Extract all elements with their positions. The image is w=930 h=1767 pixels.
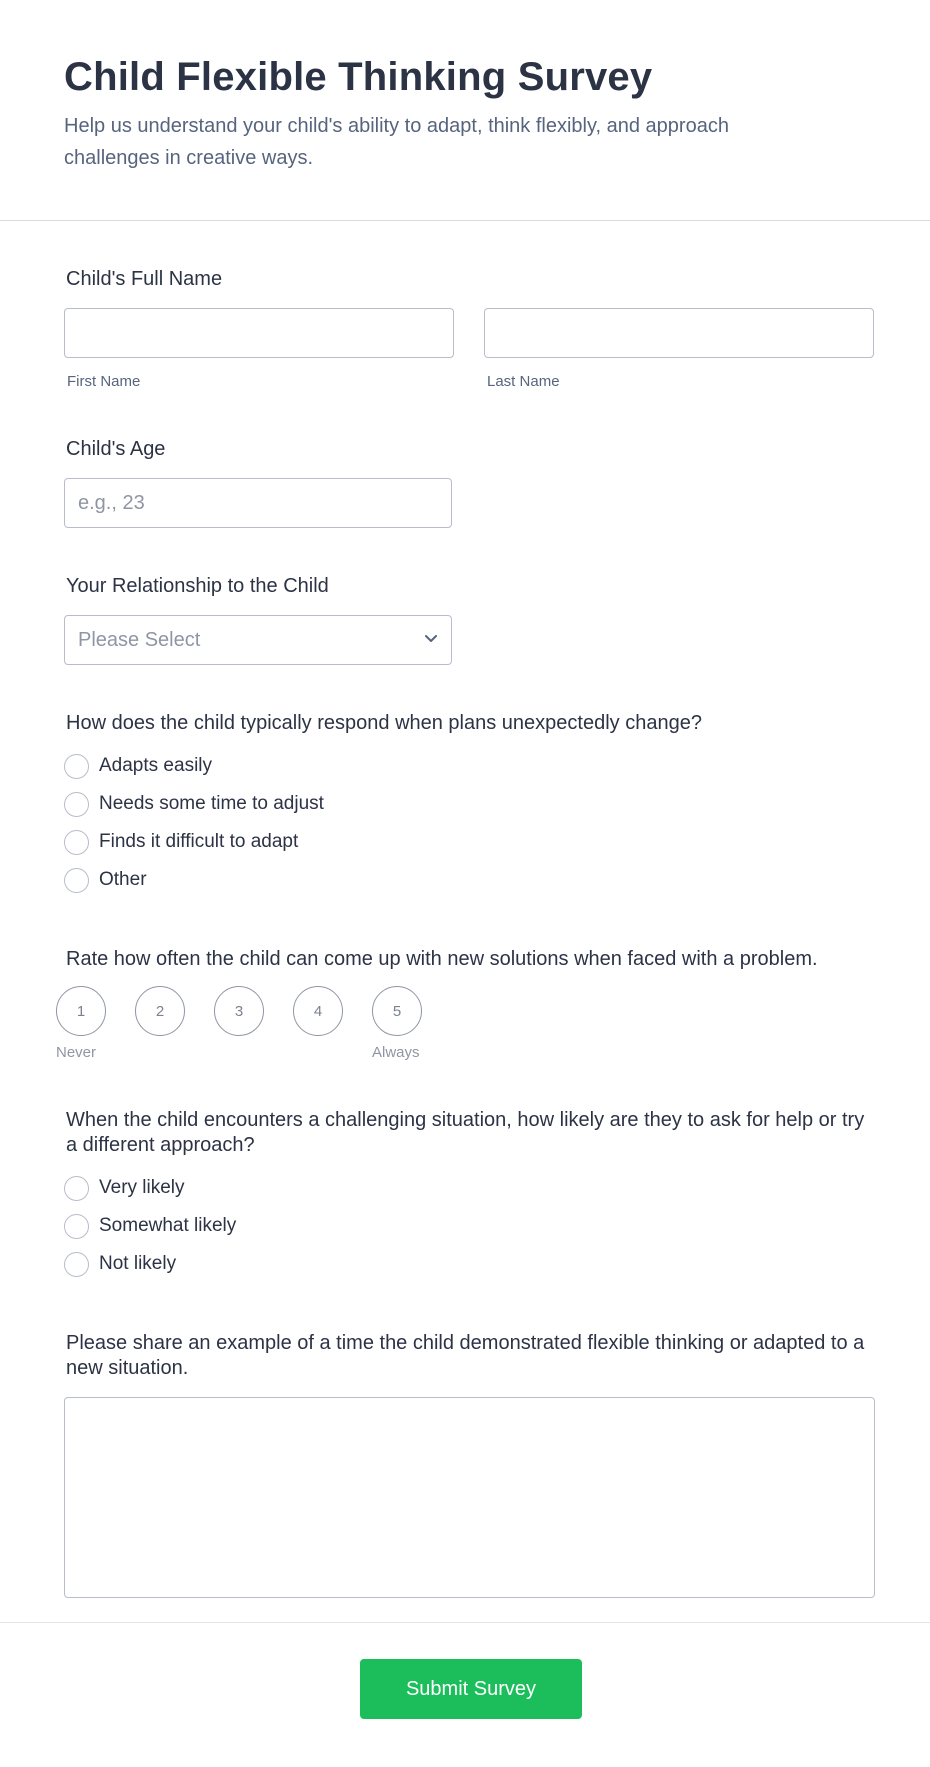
rating-min-label: Never xyxy=(56,1044,97,1061)
help-option-very-likely[interactable] xyxy=(64,1169,866,1207)
solutions-label: Rate how often the child can come up with new solutions when faced with a problem. xyxy=(66,948,818,970)
example-question xyxy=(64,1331,866,1598)
radio-circle[interactable] xyxy=(64,754,89,779)
relationship-select-value: Please Select xyxy=(78,629,201,651)
form-footer xyxy=(0,1622,930,1767)
change-question xyxy=(64,711,866,899)
example-textarea[interactable] xyxy=(64,1397,875,1598)
form-header xyxy=(0,0,930,221)
rating-scale-labels xyxy=(56,1044,456,1064)
age-question xyxy=(64,437,866,528)
radio-label: Not likely xyxy=(99,1253,177,1274)
chevron-down-icon xyxy=(423,630,439,646)
last-name-col xyxy=(484,308,874,390)
survey-form xyxy=(0,267,930,1598)
age-label: Child's Age xyxy=(66,438,166,460)
first-name-sublabel: First Name xyxy=(67,373,141,390)
rating-option-2[interactable]: 2 xyxy=(135,986,185,1036)
change-options xyxy=(64,747,866,899)
change-option-difficult[interactable] xyxy=(64,823,866,861)
radio-circle[interactable] xyxy=(64,1252,89,1277)
radio-circle[interactable] xyxy=(64,1176,89,1201)
radio-label: Very likely xyxy=(99,1177,185,1198)
change-label: How does the child typically respond when plans unexpectedly change? xyxy=(66,712,702,734)
example-label: Please share an example of a time the child demonstrated flexible thinking or adapted to a new situation. xyxy=(66,1332,865,1379)
rating-option-3[interactable]: 3 xyxy=(214,986,264,1036)
help-option-not-likely[interactable] xyxy=(64,1245,866,1283)
submit-button[interactable]: Submit Survey xyxy=(360,1659,582,1719)
first-name-input[interactable] xyxy=(64,308,454,358)
radio-label: Needs some time to adjust xyxy=(99,793,324,814)
page-subtitle: Help us understand your child's ability to adapt, think flexibly, and approach challenges in creative ways. xyxy=(64,115,729,169)
first-name-col xyxy=(64,308,454,390)
age-input[interactable] xyxy=(64,478,452,528)
change-option-needs-time[interactable] xyxy=(64,785,866,823)
last-name-input[interactable] xyxy=(484,308,874,358)
rating-option-5[interactable]: 5 xyxy=(372,986,422,1036)
last-name-sublabel: Last Name xyxy=(487,373,560,390)
rating-max-label: Always xyxy=(372,1044,420,1061)
relationship-select[interactable] xyxy=(64,615,452,665)
name-question xyxy=(64,267,866,390)
radio-label: Somewhat likely xyxy=(99,1215,237,1236)
rating-scale xyxy=(56,986,866,1036)
radio-circle[interactable] xyxy=(64,792,89,817)
name-fields-row xyxy=(64,308,866,390)
rating-option-4[interactable]: 4 xyxy=(293,986,343,1036)
radio-circle[interactable] xyxy=(64,868,89,893)
change-option-other[interactable] xyxy=(64,861,866,899)
radio-circle[interactable] xyxy=(64,1214,89,1239)
relationship-question xyxy=(64,574,866,665)
page-title: Child Flexible Thinking Survey xyxy=(64,55,653,99)
solutions-question xyxy=(56,947,866,1064)
help-label: When the child encounters a challenging situation, how likely are they to ask for help or try a different approach? xyxy=(66,1109,865,1156)
radio-label: Adapts easily xyxy=(99,755,213,776)
relationship-label: Your Relationship to the Child xyxy=(66,575,329,597)
rating-option-1[interactable]: 1 xyxy=(56,986,106,1036)
radio-label: Other xyxy=(99,869,147,890)
help-option-somewhat-likely[interactable] xyxy=(64,1207,866,1245)
radio-circle[interactable] xyxy=(64,830,89,855)
change-option-adapts-easily[interactable] xyxy=(64,747,866,785)
help-options xyxy=(64,1169,866,1283)
radio-label: Finds it difficult to adapt xyxy=(99,831,299,852)
name-label: Child's Full Name xyxy=(66,268,223,290)
help-question xyxy=(64,1108,866,1283)
